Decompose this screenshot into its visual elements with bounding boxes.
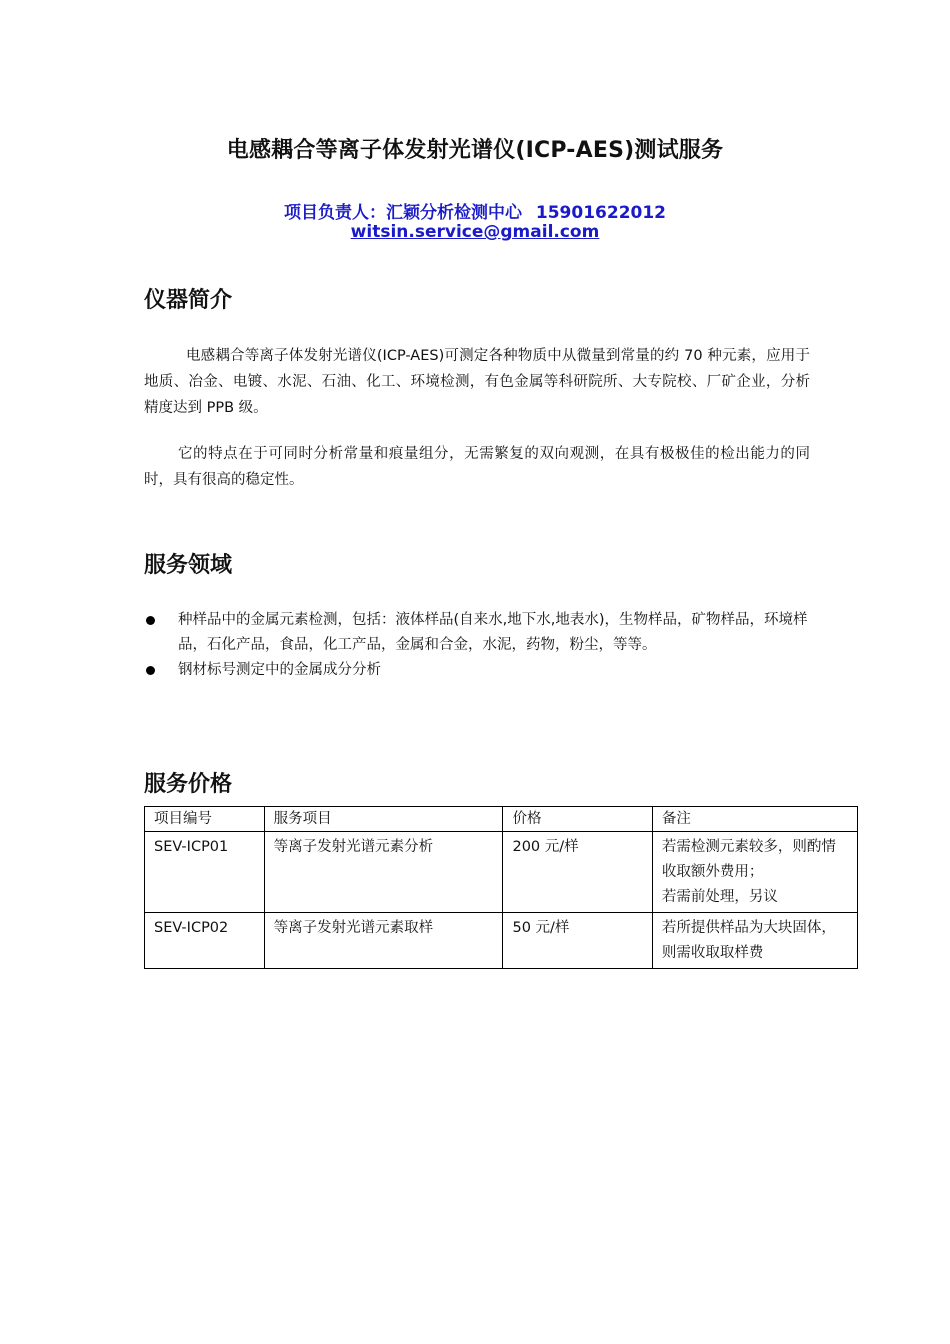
column-header: 价格	[503, 807, 652, 832]
cell-note	[652, 832, 857, 913]
service-list	[144, 608, 810, 683]
section-heading-intro: 仪器简介	[144, 288, 233, 313]
cell-code: SEV-ICP01	[145, 832, 265, 913]
list-item	[144, 608, 810, 658]
service-item-text: 钢材标号测定中的金属成分分析	[178, 662, 381, 678]
contact-label: 项目负责人：汇颖分析检测中心	[283, 203, 522, 223]
note-line: 若需检测元素较多，则酌情收取额外费用；	[661, 839, 836, 880]
contact-phone: 15901622012	[535, 203, 667, 223]
cell-code: SEV-ICP02	[145, 913, 265, 969]
table-header-row	[145, 807, 858, 832]
note-line: 若所提供样品为大块固体，则需收取取样费	[661, 920, 836, 961]
section-heading-service: 服务领域	[144, 553, 233, 578]
contact-line	[0, 198, 950, 223]
service-item-text: 种样品中的金属元素检测，包括：液体样品(自来水,地下水,地表水)，生物样品，矿物样品，环境样品，石化产品，食品，化工产品，金属和合金，水泥，药物，粉尘，等等。	[178, 612, 808, 653]
column-header: 项目编号	[145, 807, 265, 832]
note-line: 若需前处理，另议	[661, 889, 778, 905]
bullet-icon	[146, 666, 155, 675]
cell-price: 200 元/样	[503, 832, 652, 913]
list-item	[144, 658, 810, 683]
intro-paragraph-1: 电感耦合等离子体发射光谱仪(ICP-AES)可测定各种物质中从微量到常量的约 70 种元素，应用于地质、冶金、电镀、水泥、石油、化工、环境检测，有色金属等科研院所、大专院校、厂矿企业，分析精度达到 PPB 级。	[144, 348, 810, 416]
bullet-icon	[146, 616, 155, 625]
cell-item: 等离子发射光谱元素取样	[264, 913, 503, 969]
cell-note	[652, 913, 857, 969]
table-row	[145, 832, 858, 913]
table-row	[145, 913, 858, 969]
column-header: 服务项目	[264, 807, 503, 832]
price-table	[144, 806, 858, 969]
section-heading-pricing: 服务价格	[144, 772, 233, 797]
cell-price: 50 元/样	[503, 913, 652, 969]
intro-paragraph-2: 它的特点在于可同时分析常量和痕量组分，无需繁复的双向观测，在具有极极佳的检出能力的同时，具有很高的稳定性。	[144, 446, 810, 488]
cell-item: 等离子发射光谱元素分析	[264, 832, 503, 913]
contact-email-link[interactable]: witsin.service@gmail.com	[350, 222, 600, 242]
column-header: 备注	[652, 807, 857, 832]
page-title: 电感耦合等离子体发射光谱仪(ICP-AES)测试服务	[226, 138, 724, 163]
contact-email-line	[0, 222, 950, 242]
